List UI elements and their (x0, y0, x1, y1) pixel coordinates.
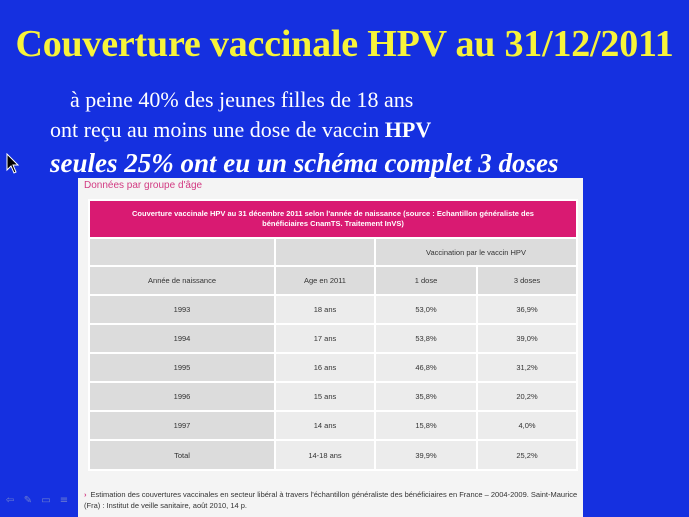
pen-icon[interactable]: ✎ (23, 495, 33, 506)
column-header: 1 dose (375, 266, 477, 295)
source-footnote (84, 489, 579, 511)
table-cell: 18 ans (275, 295, 375, 324)
vaccination-table (88, 199, 578, 471)
table-row (89, 295, 577, 324)
embedded-document (78, 178, 583, 517)
table-cell: 15 ans (275, 382, 375, 411)
table-header-row-1 (89, 238, 577, 266)
table-cell: 31,2% (477, 353, 577, 382)
bullet-text-2-bold: HPV (384, 117, 432, 142)
bullet-text-1: à peine 40% des jeunes filles de 18 ans (70, 87, 414, 112)
footnote-text: Estimation des couvertures vaccinales en secteur libéral à travers l'échantillon généraliste des bénéficiaires en France – 2004-2009. Saint-Maurice (Fra) : Institut de veille sanitaire, août 2010, 14 p. (84, 490, 578, 510)
table-caption: Couverture vaccinale HPV au 31 décembre 2011 selon l'année de naissance (source : Echantillon généraliste des bénéficiaires CnamTS. Traitement InVS) (89, 200, 577, 238)
table-cell: 53,0% (375, 295, 477, 324)
menu-icon[interactable]: ≡ (59, 495, 69, 506)
document-heading: Données par groupe d'âge (84, 180, 203, 191)
table-cell: 1995 (89, 353, 275, 382)
table-cell: 20,2% (477, 382, 577, 411)
table-cell: 25,2% (477, 440, 577, 470)
header-empty-1 (89, 238, 275, 266)
header-vaccination-group: Vaccination par le vaccin HPV (375, 238, 577, 266)
header-empty-2 (275, 238, 375, 266)
bullet-text-2-prefix: ont reçu au moins une dose de vaccin (50, 117, 385, 142)
bullet-text-2 (50, 117, 431, 143)
slides-icon[interactable]: ▭ (41, 495, 51, 506)
column-header: Age en 2011 (275, 266, 375, 295)
table-cell: 39,0% (477, 324, 577, 353)
column-header: 3 doses (477, 266, 577, 295)
table-cell: 4,0% (477, 411, 577, 440)
table-cell: 39,9% (375, 440, 477, 470)
table-cell: 53,8% (375, 324, 477, 353)
table-cell: 14 ans (275, 411, 375, 440)
table-row (89, 324, 577, 353)
table-cell: 16 ans (275, 353, 375, 382)
table-row-total (89, 440, 577, 470)
table-cell: 1994 (89, 324, 275, 353)
bullet-text-3: seules 25% ont eu un schéma complet 3 doses (50, 148, 559, 178)
table-cell: Total (89, 440, 275, 470)
table-cell: 46,8% (375, 353, 477, 382)
table-row (89, 411, 577, 440)
column-header: Année de naissance (89, 266, 275, 295)
table-cell: 15,8% (375, 411, 477, 440)
table-header-row-2 (89, 266, 577, 295)
slide-title: Couverture vaccinale HPV au 31/12/2011 (15, 23, 674, 65)
table-cell: 17 ans (275, 324, 375, 353)
chevron-right-icon: › (84, 490, 87, 499)
table-cell: 1997 (89, 411, 275, 440)
table-cell: 1993 (89, 295, 275, 324)
table-cell: 36,9% (477, 295, 577, 324)
table-cell: 14-18 ans (275, 440, 375, 470)
back-arrow-icon[interactable]: ⇦ (5, 495, 15, 506)
mouse-cursor-icon (6, 153, 22, 175)
table-cell: 35,8% (375, 382, 477, 411)
table-row (89, 382, 577, 411)
presentation-toolbar (4, 495, 70, 511)
table-row (89, 353, 577, 382)
table-cell: 1996 (89, 382, 275, 411)
